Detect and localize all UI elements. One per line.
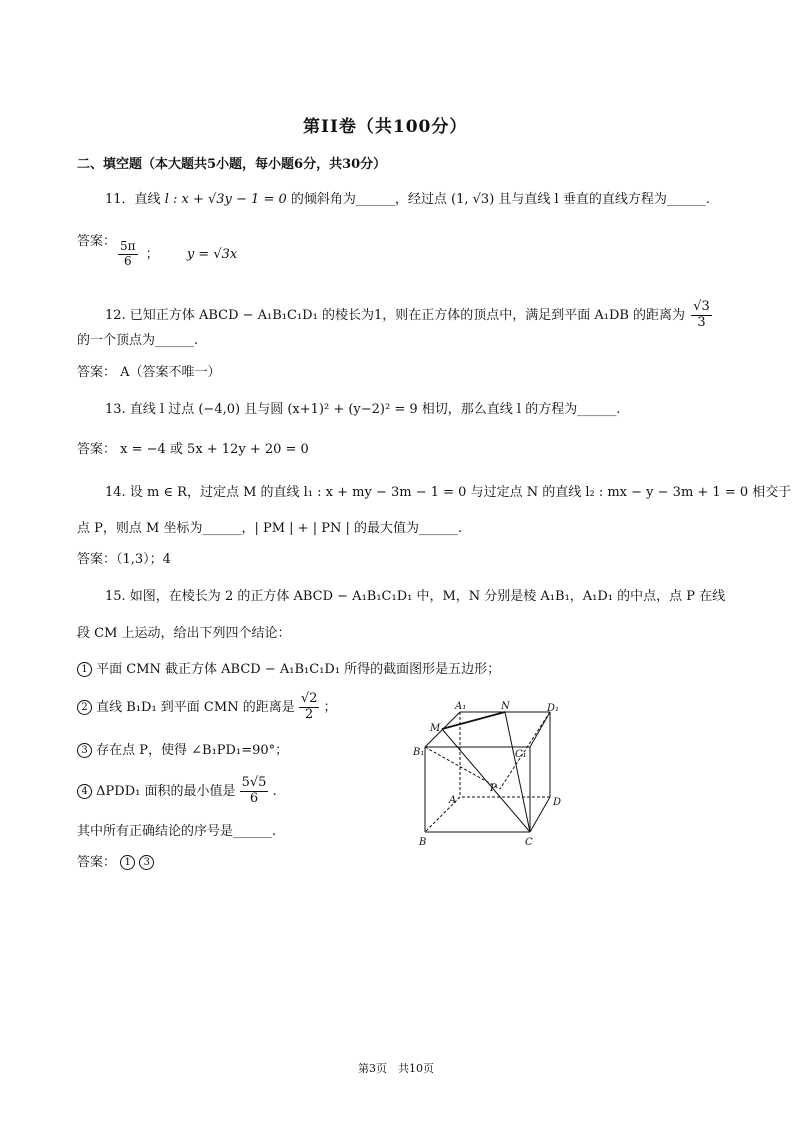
question-15: 15. 如图，在棱长为 2 的正方体 ABCD − A₁B₁C₁D₁ 中，M，N 分别是棱 A₁B₁，A₁D₁ 的中点，点 P 在线	[105, 589, 726, 604]
conclusion-2-text: 直线 B₁D₁ 到平面 CMN 的距离是	[96, 699, 295, 715]
q12-answer: 答案： A（答案不唯一）	[77, 365, 221, 380]
q11-tail-text: 且与直线 l 垂直的直线方程为______.	[498, 192, 710, 207]
q15-answer-mark-1: 1	[120, 855, 135, 870]
label-c: C	[525, 837, 533, 848]
label-a: A	[449, 795, 457, 806]
segment-n-c	[505, 712, 530, 832]
conclusion-4-text: ΔPDD₁ 面积的最小值是	[96, 783, 236, 799]
q11-middle-text: 的倾斜角为______，经过点	[290, 192, 447, 207]
q11-number: 11．直线	[105, 192, 161, 207]
label-a1: A₁	[455, 701, 467, 712]
conclusion-3-text: 存在点 P，使得 ∠B₁PD₁=90°；	[96, 743, 289, 758]
conclusion-4-marker: 4	[77, 784, 92, 799]
cube-figure	[405, 697, 585, 857]
label-b: B	[419, 837, 427, 848]
label-d: D	[553, 797, 562, 808]
q11-answer-denominator: 6	[123, 253, 132, 268]
segment-m-c	[442, 729, 530, 832]
q15-conclusion-4	[77, 776, 277, 807]
question-14: 14. 设 m ∈ R，过定点 M 的直线 l₁ : x + my − 3m − 1 = 0 与过定点 N 的直线 l₂ : mx − y − 3m + 1 = 0 相交于	[105, 485, 792, 500]
label-d1: D₁	[547, 703, 560, 714]
q15-answer	[77, 855, 154, 870]
q11-answer-fraction	[118, 240, 237, 269]
conclusion-3-marker: 3	[77, 743, 92, 758]
conclusion-2-marker: 2	[77, 700, 92, 715]
page-title: 第II卷（共100分）	[303, 117, 468, 137]
q15-conclusion-1	[77, 662, 500, 677]
label-b1: B₁	[413, 747, 425, 758]
q11-answer	[77, 235, 116, 248]
q11-answer-numerator: 5π	[120, 239, 136, 253]
q13-answer: 答案： x = −4 或 5x + 12y + 20 = 0	[77, 442, 309, 457]
q15-answer-mark-2: 3	[139, 855, 154, 870]
q11-answer-label: 答案：	[77, 234, 117, 249]
conclusion-1-marker: 1	[77, 662, 92, 677]
question-11	[105, 193, 710, 206]
q15-conclusion-2	[77, 692, 337, 723]
q11-point: (1, √3)	[451, 192, 495, 207]
q11-equation: l : x + √3y − 1 = 0	[164, 192, 287, 207]
label-m: M	[430, 723, 441, 734]
q12-fraction-denominator: 3	[697, 314, 706, 330]
section-heading: 二、填空题（本大题共5小题，每小题6分，共30分）	[77, 157, 387, 172]
conclusion-2-end: ；	[323, 699, 337, 715]
q15-text-line2: 段 CM 上运动，给出下列四个结论：	[77, 626, 291, 641]
conclusion-1-text: 平面 CMN 截正方体 ABCD − A₁B₁C₁D₁ 所得的截面图形是五边形；	[96, 662, 501, 677]
q11-answer-line: y = √3x	[186, 246, 238, 262]
q15-conclusion-3	[77, 743, 288, 758]
label-n: N	[501, 701, 510, 712]
q12-text-line2: 的一个顶点为______.	[77, 333, 199, 348]
question-13: 13. 直线 l 过点 (−4,0) 且与圆 (x+1)² + (y−2)² = 9 相切，那么直线 l 的方程为______.	[105, 402, 621, 417]
conclusion-4-end: .	[272, 783, 277, 799]
page-footer: 第3页 共10页	[358, 1062, 434, 1075]
conclusion-4-numerator: 5√5	[241, 775, 267, 790]
q15-answer-label: 答案：	[77, 855, 117, 870]
q14-answer: 答案：（1,3）；4	[77, 552, 171, 567]
conclusion-2-numerator: √2	[300, 691, 318, 706]
q12-text: 12. 已知正方体 ABCD − A₁B₁C₁D₁ 的棱长为1，则在正方体的顶点中，满足到平面 A₁DB 的距离为	[105, 307, 686, 323]
edge-c-d	[530, 797, 550, 832]
q15-tail: 其中所有正确结论的序号是______.	[77, 824, 277, 839]
question-12	[105, 300, 712, 331]
label-p: P	[490, 783, 497, 794]
q12-fraction-numerator: √3	[693, 299, 710, 314]
q14-text-line2: 点 P，则点 M 坐标为______，| PM | + | PN | 的最大值为______.	[77, 521, 463, 536]
q11-answer-separator: ；	[145, 246, 159, 262]
label-c1: C₁	[515, 749, 527, 760]
conclusion-4-denominator: 6	[249, 790, 259, 806]
conclusion-2-denominator: 2	[304, 706, 314, 722]
